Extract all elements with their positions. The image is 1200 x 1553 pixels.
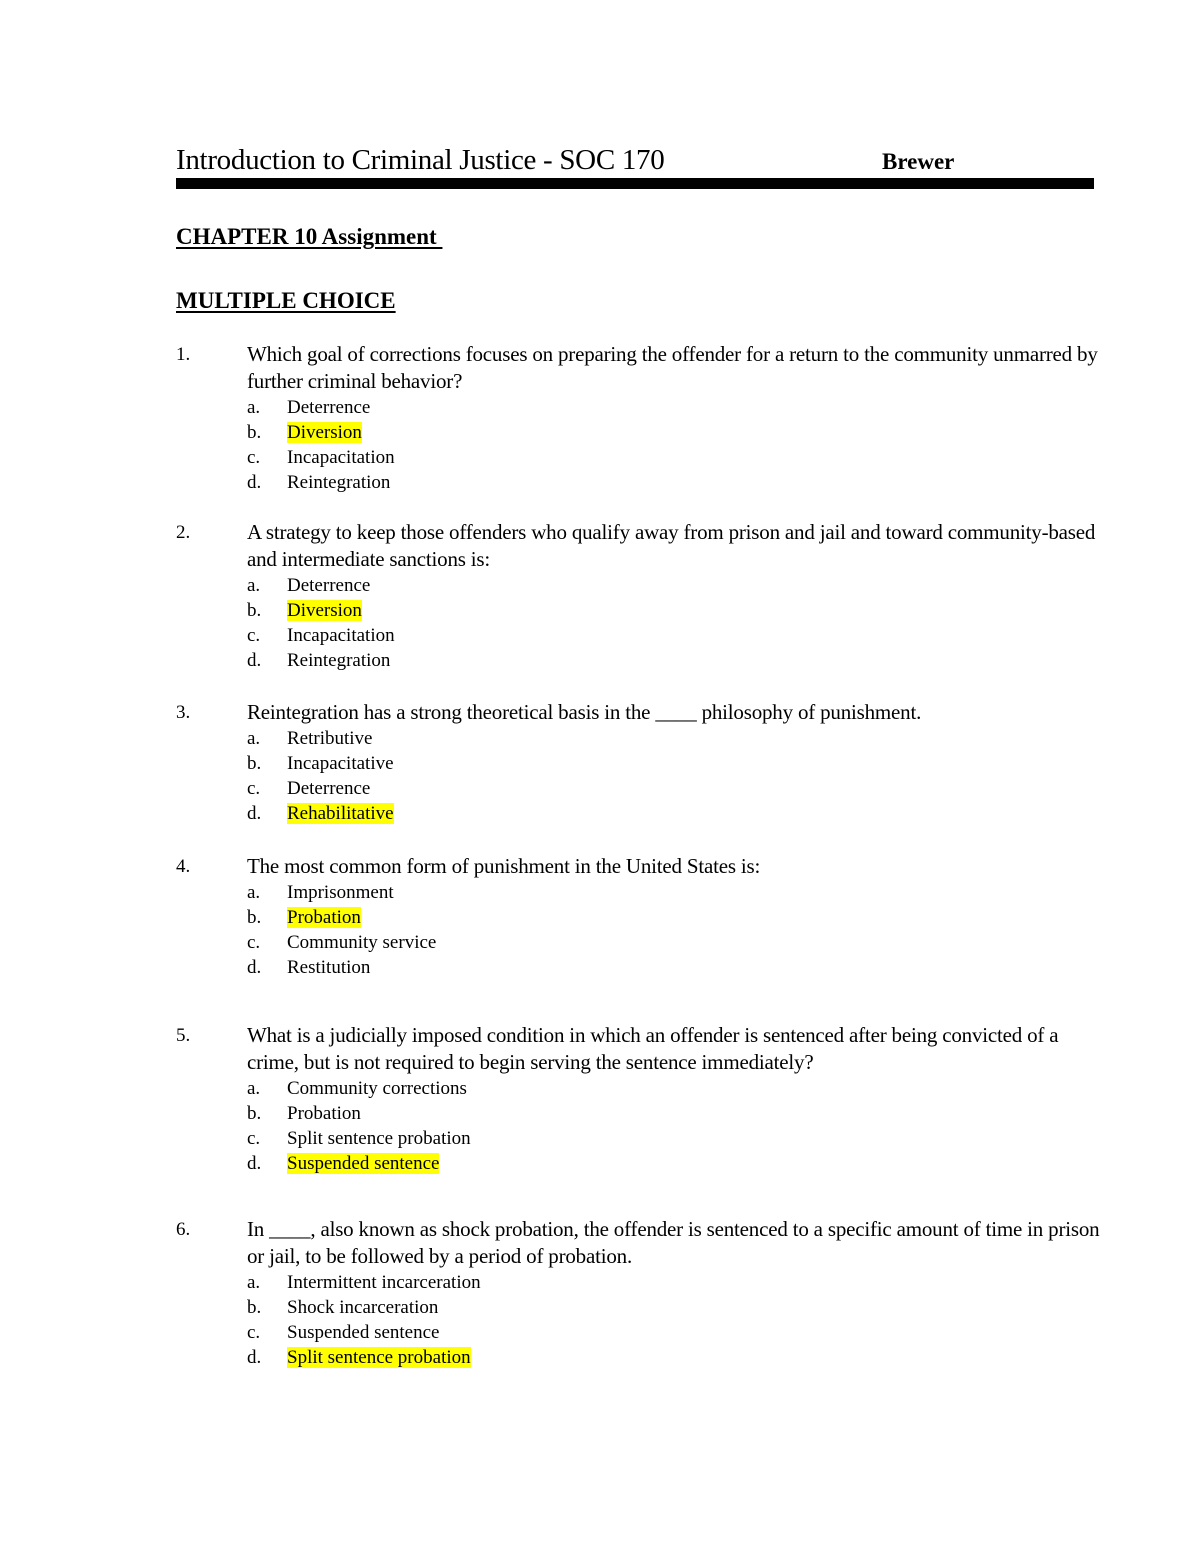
choice-text: Diversion: [287, 422, 362, 443]
question-number: 4.: [176, 856, 191, 877]
page-header: [176, 140, 1094, 182]
answer-choice: [247, 445, 1100, 470]
choice-letter: d.: [247, 650, 262, 671]
choice-text: Community service: [287, 932, 437, 953]
choice-letter: b.: [247, 1103, 262, 1124]
choice-text: Probation: [287, 907, 361, 928]
chapter-heading: CHAPTER 10 Assignment: [176, 224, 443, 249]
answer-choice: [247, 648, 1100, 673]
instructor-name: Brewer: [882, 149, 955, 174]
answer-choice: [247, 1101, 1100, 1126]
choice-letter: c.: [247, 932, 261, 953]
choice-text: Restitution: [287, 957, 371, 978]
answer-choices: [247, 1076, 1100, 1176]
choice-text: Incapacitative: [287, 753, 394, 774]
answer-choice: [247, 726, 1100, 751]
answer-choice: [247, 598, 1100, 623]
choice-text: Diversion: [287, 600, 362, 621]
answer-choice: [247, 776, 1100, 801]
choice-text: Shock incarceration: [287, 1297, 439, 1318]
choice-text: Intermittent incarceration: [287, 1272, 481, 1293]
choice-letter: d.: [247, 803, 262, 824]
choice-text: Deterrence: [287, 397, 371, 418]
answer-choice: [247, 880, 1100, 905]
choice-letter: d.: [247, 1153, 262, 1174]
question: [176, 1022, 1100, 1176]
answer-choice: [247, 801, 1100, 826]
choice-text: Incapacitation: [287, 625, 395, 646]
question: [176, 699, 1100, 826]
choice-letter: c.: [247, 1322, 261, 1343]
choice-text: Deterrence: [287, 575, 371, 596]
answer-choice: [247, 955, 1100, 980]
answer-choice: [247, 470, 1100, 495]
choice-text: Split sentence probation: [287, 1128, 471, 1149]
choice-letter: a.: [247, 1078, 261, 1099]
choice-text: Reintegration: [287, 472, 391, 493]
choice-letter: b.: [247, 422, 262, 443]
question-number: 1.: [176, 344, 191, 365]
question-text: A strategy to keep those offenders who qualify away from prison and jail and toward community-based and intermediate sanctions is:: [247, 520, 1096, 571]
answer-choice: [247, 1295, 1100, 1320]
choice-text: Suspended sentence: [287, 1153, 440, 1174]
choice-text: Suspended sentence: [287, 1322, 440, 1343]
question: [176, 853, 1100, 980]
question-number: 3.: [176, 702, 191, 723]
answer-choice: [247, 1076, 1100, 1101]
question: [176, 1216, 1100, 1370]
question-text: What is a judicially imposed condition in which an offender is sentenced after being convicted of a crime, but is not required to begin serving the sentence immediately?: [247, 1023, 1059, 1074]
answer-choices: [247, 1270, 1100, 1370]
choice-letter: a.: [247, 882, 261, 903]
choice-letter: d.: [247, 472, 262, 493]
question-number: 6.: [176, 1219, 191, 1240]
multiple-choice-heading: MULTIPLE CHOICE: [176, 288, 396, 313]
question-text: Which goal of corrections focuses on preparing the offender for a return to the community unmarred by further criminal behavior?: [247, 342, 1098, 393]
choice-letter: a.: [247, 575, 261, 596]
answer-choice: [247, 420, 1100, 445]
choice-text: Probation: [287, 1103, 361, 1124]
answer-choice: [247, 1151, 1100, 1176]
answer-choice: [247, 1270, 1100, 1295]
question-text: Reintegration has a strong theoretical basis in the ____ philosophy of punishment.: [247, 700, 922, 724]
choice-text: Rehabilitative: [287, 803, 394, 824]
question-text: In ____, also known as shock probation, the offender is sentenced to a specific amount of time in prison or jail, to be followed by a period of probation.: [247, 1217, 1100, 1268]
answer-choice: [247, 1320, 1100, 1345]
answer-choice: [247, 930, 1100, 955]
header-rule: [176, 178, 1094, 189]
answer-choices: [247, 395, 1100, 495]
choice-text: Split sentence probation: [287, 1347, 471, 1368]
choice-letter: c.: [247, 1128, 261, 1149]
answer-choices: [247, 573, 1100, 673]
choice-letter: a.: [247, 728, 261, 749]
answer-choice: [247, 905, 1100, 930]
choice-text: Retributive: [287, 728, 373, 749]
choice-letter: b.: [247, 600, 262, 621]
question-number: 5.: [176, 1025, 191, 1046]
choice-text: Incapacitation: [287, 447, 395, 468]
choice-letter: b.: [247, 1297, 262, 1318]
choice-letter: b.: [247, 907, 262, 928]
choice-letter: a.: [247, 1272, 261, 1293]
choice-letter: c.: [247, 778, 261, 799]
answer-choices: [247, 880, 1100, 980]
answer-choice: [247, 1345, 1100, 1370]
choice-text: Community corrections: [287, 1078, 467, 1099]
question-text: The most common form of punishment in the United States is:: [247, 854, 761, 878]
answer-choice: [247, 573, 1100, 598]
course-title: Introduction to Criminal Justice - SOC 170: [176, 144, 665, 176]
choice-text: Deterrence: [287, 778, 371, 799]
choice-letter: c.: [247, 447, 261, 468]
choice-letter: d.: [247, 957, 262, 978]
choice-letter: d.: [247, 1347, 262, 1368]
choice-text: Imprisonment: [287, 882, 394, 903]
answer-choice: [247, 751, 1100, 776]
answer-choice: [247, 623, 1100, 648]
answer-choices: [247, 726, 1100, 826]
choice-letter: a.: [247, 397, 261, 418]
question-number: 2.: [176, 522, 191, 543]
answer-choice: [247, 1126, 1100, 1151]
choice-letter: c.: [247, 625, 261, 646]
question: [176, 341, 1100, 495]
question: [176, 519, 1100, 673]
choice-letter: b.: [247, 753, 262, 774]
choice-text: Reintegration: [287, 650, 391, 671]
answer-choice: [247, 395, 1100, 420]
